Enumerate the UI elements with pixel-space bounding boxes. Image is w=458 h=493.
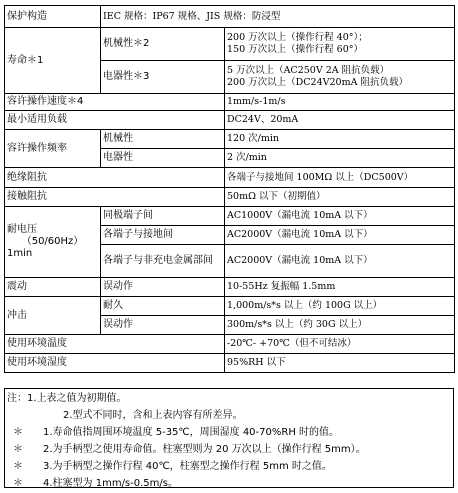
life-mechanical-row — [5, 28, 455, 61]
contact-row — [5, 188, 455, 207]
vibration-sub: 误动作 — [101, 278, 225, 297]
withstand-row-1 — [5, 207, 455, 226]
star-note-2: 2.为手柄型之使用寿命值。柱塞型则为 20 万次以上（操作行程 5mm）。 — [43, 444, 366, 455]
withstand-label-line-3: 1min — [7, 248, 33, 259]
life-label: 寿命＊1 — [5, 28, 101, 94]
withstand-row-3-value: AC2000V（漏电流 10mA 以下） — [225, 245, 455, 278]
star-note-1: 1.寿命值指周围环境温度 5-35℃，周围湿度 40-70%RH 时的值。 — [43, 427, 340, 438]
withstand-row-1-label: 同极端子间 — [101, 207, 225, 226]
vibration-value: 10-55Hz 复振幅 1.5mm — [225, 278, 455, 297]
life-mechanical-line-2: 150 万次以上（操作行程 60°） — [227, 44, 364, 55]
note-line-2 — [7, 407, 451, 424]
withstand-label-line-1: 耐电压 — [7, 224, 37, 235]
shock-malfunction-label: 误动作 — [101, 316, 225, 335]
withstand-label-line-2: （50/60Hz） — [21, 236, 84, 247]
asterisk-mark-1: ＊ — [13, 427, 23, 438]
header-right: IEC 规格：IP67 规格、JIS 规格：防浸型 — [101, 6, 455, 28]
life-mechanical-line-1: 200 万次以上（操作行程 40°）； — [227, 32, 368, 43]
spec-table — [4, 5, 455, 373]
humidity-label: 使用环境湿度 — [5, 354, 225, 373]
life-mechanical-values — [225, 28, 455, 61]
star-note-line-4 — [7, 475, 451, 488]
withstand-row-1-value: AC1000V（漏电流 10mA 以下） — [225, 207, 455, 226]
shock-durability-row — [5, 297, 455, 316]
star-note-line-2 — [7, 441, 451, 458]
vibration-row — [5, 278, 455, 297]
op-freq-electrical-label: 电器性 — [101, 149, 225, 168]
op-freq-electrical-value: 2 次/min — [225, 149, 455, 168]
insulation-value: 各端子与接地间 100MΩ 以上（DC500V） — [225, 168, 455, 188]
op-speed-value: 1mm/s-1m/s — [225, 94, 455, 111]
star-note-3: 3.为手柄型之操作行程 40℃，柱塞型之操作行程 5mm 时之值。 — [43, 461, 332, 472]
star-note-line-1 — [7, 424, 451, 441]
notes-prefix: 注： — [7, 393, 27, 404]
temp-value: -20℃- +70℃（但不可结冰） — [225, 335, 455, 354]
temp-row — [5, 335, 455, 354]
star-note-line-3 — [7, 458, 451, 475]
humidity-row — [5, 354, 455, 373]
shock-durability-value: 1,000m/s*s 以上（约 100G 以上） — [225, 297, 455, 316]
life-electrical-line-1: 5 万次以上（AC250V 2A 阻抗负载） — [227, 65, 390, 76]
life-electrical-label: 电器性＊3 — [101, 61, 225, 94]
insulation-label: 绝缘阻抗 — [5, 168, 225, 188]
header-row — [5, 6, 455, 28]
withstand-label — [5, 207, 101, 278]
op-freq-mechanical-value: 120 次/min — [225, 130, 455, 149]
op-freq-mechanical-row — [5, 130, 455, 149]
contact-label: 接触阻抗 — [5, 188, 225, 207]
asterisk-mark-3: ＊ — [13, 461, 23, 472]
min-load-label: 最小适用负载 — [5, 111, 225, 130]
life-mechanical-label: 机械性＊2 — [101, 28, 225, 61]
op-speed-label: 容许操作速度＊4 — [5, 94, 225, 111]
withstand-row-3-label: 各端子与非充电金属部间 — [101, 245, 225, 278]
life-electrical-line-2: 200 万次以上（DC24V20mA 阻抗负载） — [227, 77, 408, 88]
op-speed-row — [5, 94, 455, 111]
asterisk-mark-2: ＊ — [13, 444, 23, 455]
withstand-row-2-label: 各端子与接地间 — [101, 226, 225, 245]
vibration-label: 震动 — [5, 278, 101, 297]
shock-malfunction-value: 300m/s*s 以上（约 30G 以上） — [225, 316, 455, 335]
note-line-1 — [7, 390, 451, 407]
notes-box — [4, 388, 454, 488]
insulation-row — [5, 168, 455, 188]
note-1: 1.上表之值为初期值。 — [27, 393, 127, 404]
star-note-4: 4.柱塞型为 1mm/s-0.5m/s。 — [43, 478, 178, 488]
op-freq-mechanical-label: 机械性 — [101, 130, 225, 149]
min-load-value: DC24V、20mA — [225, 111, 455, 130]
life-electrical-values — [225, 61, 455, 94]
op-freq-label: 容许操作频率 — [5, 130, 101, 168]
min-load-row — [5, 111, 455, 130]
withstand-row-2-value: AC2000V（漏电流 10mA 以下） — [225, 226, 455, 245]
shock-durability-label: 耐久 — [101, 297, 225, 316]
header-left: 保护构造 — [5, 6, 101, 28]
humidity-value: 95%RH 以下 — [225, 354, 455, 373]
shock-label: 冲击 — [5, 297, 101, 335]
temp-label: 使用环境温度 — [5, 335, 225, 354]
asterisk-mark-4: ＊ — [13, 478, 23, 488]
note-2: 2.型式不同时，含和上表内容有所差异。 — [63, 410, 243, 421]
contact-value: 50mΩ 以下（初期值） — [225, 188, 455, 207]
